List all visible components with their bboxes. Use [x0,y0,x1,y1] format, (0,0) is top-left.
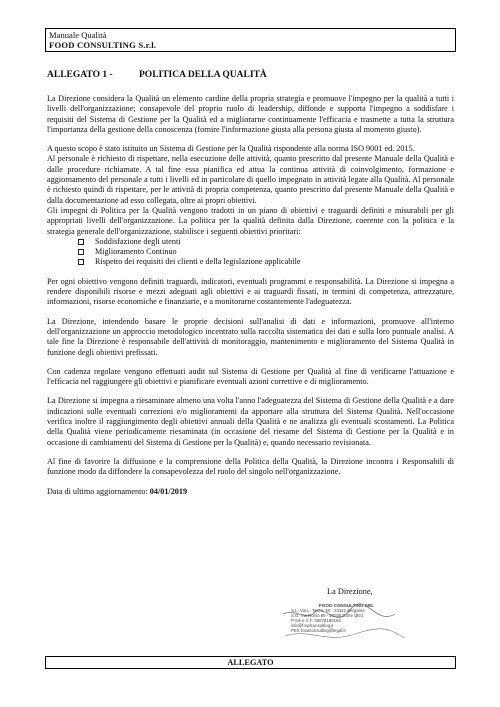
document-header [45,28,456,52]
list-item: Soddisfazione degli utenti [78,237,454,247]
checkbox-icon [78,259,84,265]
checkbox-icon [78,249,84,255]
company-name: FOOD CONSULTING S.r.l. [49,40,157,50]
company-stamp: FOOD CONSULTING SRL S.L. Via L. Tasso, 50 - 24121 Bergamo S.O. Via Roma 89 - 20030 Corte (BG) P.IVA e C.F. 03678180163 info@foodconsulting.it PEC foodconsulting@legal.it [291,603,375,633]
paragraph: Gli impegni di Politica per la Qualità vengono tradotti in un piano di obiettivi e traguardi definiti e misurabili per gli appropriati livelli dell'organizzazione. La politica per la qualità definita dalla Direzione, coerente con la politica e la strategia generale dell'organizzazione, stabilisce i seguenti obiettivi prioritari: [47,205,454,236]
list-item: Rispetto dei requisiti dei clienti e della legislazione applicabile [78,257,454,267]
section-title [47,70,267,80]
paragraph: Per ogni obiettivo vengono definiti traguardi, indicatori, eventuali programmi e responsabilità. La Direzione si impegna a rendere disponibili risorse e mezzi adeguati agli obiettivi e ai traguardi fissati, in termini di competenza, attrezzature, informazioni, risorse economiche e finanziarie, e a monitorarne costantemente l'adeguatezza. [47,276,454,307]
paragraph: Al fine di favorire la diffusione e la comprensione della Politica della Qualità, la Direzione incontra i Responsabili di funzione modo da diffondere la consapevolezza del ruolo del singolo nell'organizzazione. [47,456,454,477]
paragraph: Con cadenza regolare vengono effettuati audit sul Sistema di Gestione per Qualità al fine di verificarne l'attuazione e l'efficacia nel raggiungere gli obiettivi e pianificare eventuali azioni correttive e di miglioramento. [47,366,454,387]
last-update-date: 04/01/2019 [149,486,188,496]
paragraph: A questo scopo è stato istituito un Sistema di Gestione per la Qualità rispondente alla norma ISO 9001 ed. 2015. [47,144,415,154]
document-footer: ALLEGATO [45,656,456,669]
section-number: ALLEGATO 1 - [47,70,113,80]
paragraph: La Direzione, intendendo basare le proprie decisioni sull'analisi di dati e informazioni, promuove all'interno dell'organizzazione un approccio metodologico incentrato sulla raccolta sistematica dei dati e sulla loro puntuale analisi. A tale fine la Direzione è responsabile dell'attività di monitoraggio, mantenimento e miglioramento del Sistema Qualità in funzione degli obiettivi prefissati. [47,316,454,357]
objectives-list [78,237,454,268]
paragraph: La Direzione si impegna a riesaminare almeno una volta l'anno l'adeguatezza del Sistema di Gestione della Qualità e a dare indicazioni sulle eventuali correzioni e/o miglioramenti da apportare alla struttura del Sistema Qualità. Nell'occasione verifica inoltre il raggiungimento degli obiettivi annuali della Qualità e ne analizza gli eventuali scostamenti. La Politica della Qualità viene periodicamente riesaminata (in occasione del riesame del Sistema di Gestione per la Qualità e in occasione di cambiamenti del Sistema di Gestione per la Qualità) e, quando necessario revisionata. [47,396,454,447]
signature-label: La Direzione, [327,587,373,596]
manual-name: Manuale Qualità [49,30,107,40]
list-item: Miglioramento Continuo [78,247,454,257]
checkbox-icon [78,239,84,245]
section-title-text: POLITICA DELLA QUALITÀ [139,70,267,80]
paragraph: La Direzione considera la Qualità un elemento cardine della propria strategia e promuove l'impegno per la qualità a tutti i livelli dell'organizzazione; consapevole del proprio ruolo di leadership, diffonde e supporta l'impegno a soddisfare i requisiti del Sistema di Gestione per la Qualità ed a migliorarne continuamente l'efficacia e trasmette a tutta la struttura l'importanza della gestione della conoscenza (fornire l'informazione giusta alla persona giusta al momento giusto). [47,94,454,134]
paragraph: Al personale è richiesto di rispettare, nella esecuzione delle attività, quanto prescritto dal presente Manuale della Qualità e dalle procedure richiamate. A tal fine essa pianifica ed attua la continua attività di coinvolgimento, formazione e aggiornamento del personale a tutti i livelli ed in particolare di quello impegnato in attività legate alla Qualità. Al personale è richiesto quindi di rispettare, per le attività di propria competenza, quanto prescritto dal presente Manuale della Qualità e dalla documentazione ad esso collegata, oltre ai propri obiettivi. [47,154,454,205]
last-update: Data di ultimo aggiornamento: 04/01/2019 [47,486,188,496]
document-body [47,94,454,497]
